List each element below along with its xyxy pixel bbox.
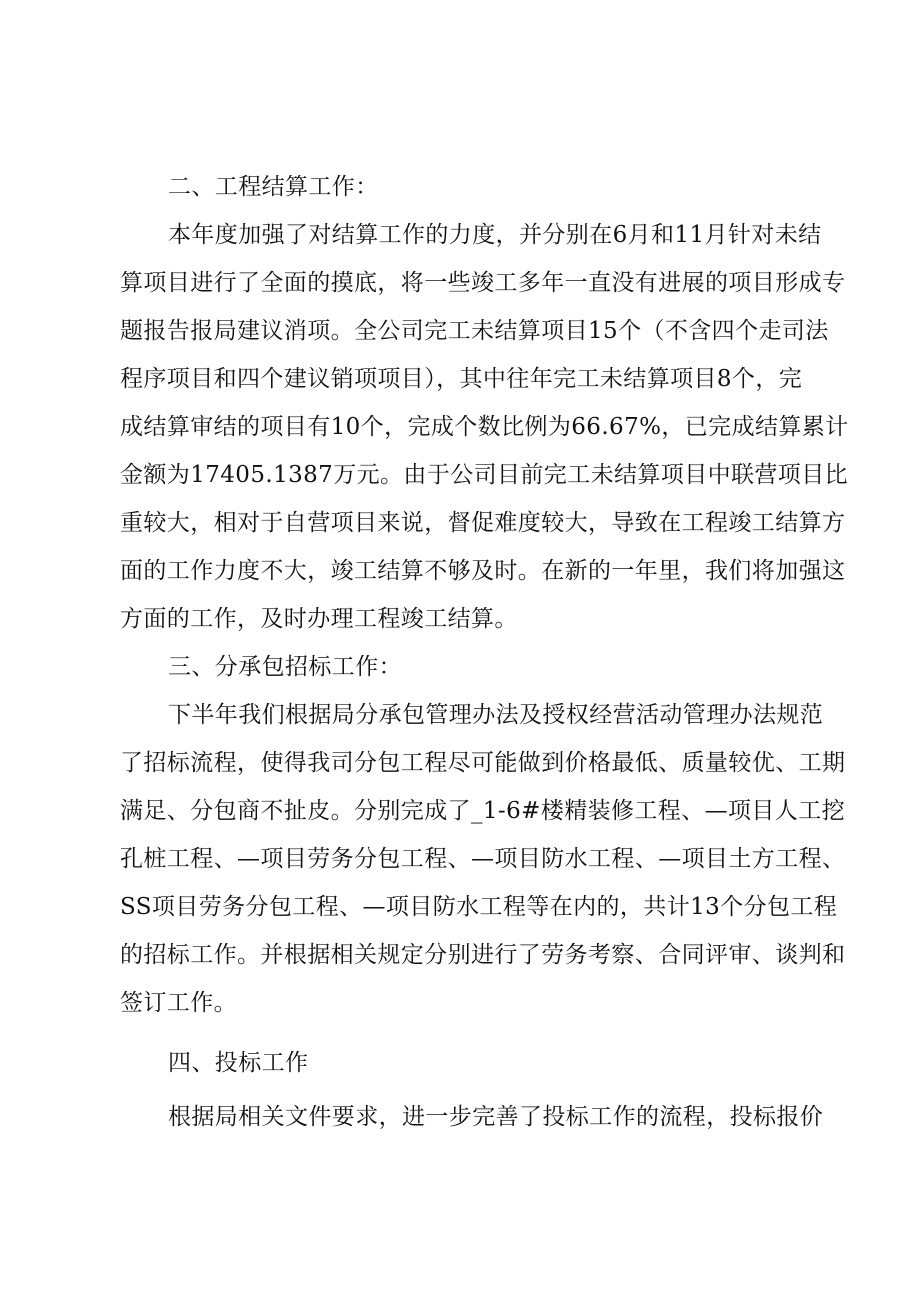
section-heading-tendering: 四、投标工作 <box>168 1050 309 1076</box>
paragraph-line: 方面的工作，及时办理工程竣工结算。 <box>120 606 518 632</box>
paragraph-line: SS项目劳务分包工程、—项目防水工程等在内的，共计13个分包工程 <box>120 894 838 920</box>
paragraph-line: 程序项目和四个建议销项项目），其中往年完工未结算项目8个，完 <box>120 366 803 392</box>
paragraph-line: 的招标工作。并根据相关规定分别进行了劳务考察、合同评审、谈判和 <box>120 942 846 968</box>
paragraph-line: 本年度加强了对结算工作的力度，并分别在6月和11月针对未结 <box>168 222 822 248</box>
paragraph-line: 了招标流程，使得我司分包工程尽可能做到价格最低、质量较优、工期 <box>120 750 846 776</box>
paragraph-line: 成结算审结的项目有10个，完成个数比例为66.67%，已完成结算累计 <box>120 414 849 440</box>
paragraph-line: 孔桩工程、—项目劳务分包工程、—项目防水工程、—项目土方工程、 <box>120 846 846 872</box>
paragraph-line: 签订工作。 <box>120 990 237 1016</box>
section-heading-subcontract-bidding: 三、分承包招标工作： <box>168 654 402 680</box>
paragraph-line: 下半年我们根据局分承包管理办法及授权经营活动管理办法规范 <box>168 702 824 728</box>
paragraph-line: 面的工作力度不大，竣工结算不够及时。在新的一年里，我们将加强这 <box>120 558 846 584</box>
paragraph-line: 重较大，相对于自营项目来说，督促难度较大，导致在工程竣工结算方 <box>120 510 846 536</box>
paragraph-line: 金额为17405.1387万元。由于公司目前完工未结算项目中联营项目比 <box>120 462 849 488</box>
paragraph-line: 根据局相关文件要求，进一步完善了投标工作的流程，投标报价 <box>168 1104 824 1130</box>
section-heading-settlement: 二、工程结算工作： <box>168 174 379 200</box>
paragraph-line: 算项目进行了全面的摸底，将一些竣工多年一直没有进展的项目形成专 <box>120 270 846 296</box>
paragraph-line: 题报告报局建议消项。全公司完工未结算项目15个（不含四个走司法 <box>120 318 829 344</box>
paragraph-line: 满足、分包商不扯皮。分别完成了_1-6#楼精装修工程、—项目人工挖 <box>120 798 846 824</box>
